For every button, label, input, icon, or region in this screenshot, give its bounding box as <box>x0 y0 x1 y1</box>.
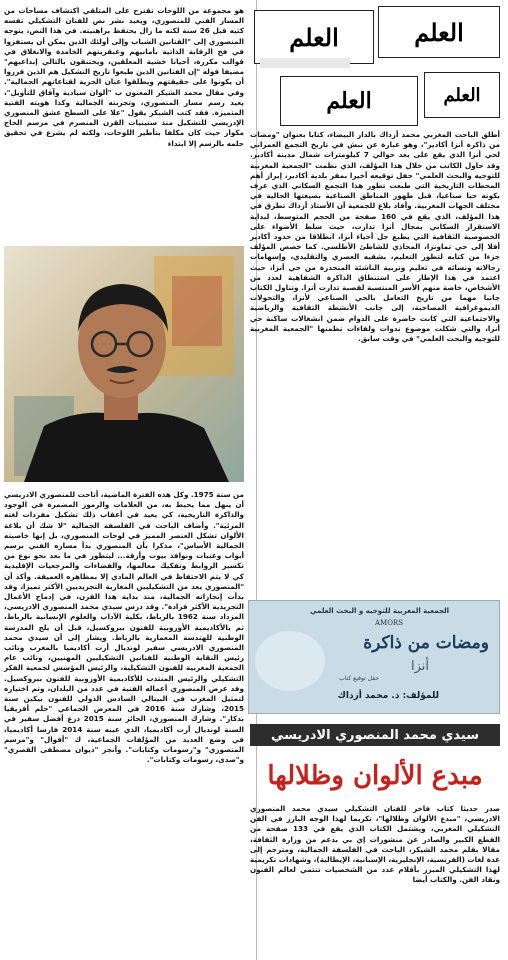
cover-amors: AMORS <box>374 619 403 627</box>
cover-subtitle: أنزا <box>410 659 429 674</box>
newspaper-logo: العلم <box>378 6 500 58</box>
article-artist-text <box>250 804 500 886</box>
article-paragraph: أطلق الباحث المغربي محمد أزداك بالدار البيضاء، كتابا بعنوان "ومضات من ذاكرة أنزا أكادير"، وهو عبارة عن نبش في تاريخ التجمع العمراني لحي أنزا الذي يقع على بعد حوالي 7 كيلومترات شمال مدينة أكادير. وقد حاول الكاتب من خلال هذا المؤلف، الذي نظمت "الجمعية المغربية للتوجيه والبحث العلمي" حفل توقيعه أخيرا بمقر بلدية أكادير، إبراز أهم المحطات التاريخية التي طبعت تطور هذا التجمع السكاني الذي عرف بكونه حيا صناعيا، قبل ظهور المناطق الصناعية بصيغتها الحالية في مختلف الجهات المغربية. وأفاد بلاغ للجمعية أن الأستاذ أزداك تطرق في هذا المؤلف، الذي يقع في 160 صفحة من الحجم المتوسط، لبداية الاستقرار السكاني بمجال أنزا تدارت، حيث سلط الأضواء على الخصوصية الثقافية التي يطبع جل أحياء أنزا، انطلاقا من حدود أكادير أفلا إلى حي تماونزا، المحاذي للشاطئ الأطلسي. كما خصص المؤلف جزءا من كتابه لتطور التعليم، بشقيه العصري والتقليدي، وإسهامات رجالاته ونسائه في تعليم وتربية الناشئة المنحدرة من حي أنزا، حيث اعتمد في هذا الإطار على استنطاق الذاكرة الشفاهية لعدد من الأشخاص، خاصة منهم الأسر المنتسبة لقصبة تدارت أنزا. وتناول الكتاب جانبا مهما من تاريخ التعامل بالحي الصناعي لأنزا، والتحولات الديموغرافية المصاحبة، إلى جانب الأنشطة الثقافية والرياضية والاجتماعية التي كانت حاضرة على الدوام ضمن انشغالات ساكنة حي أنزا، والتي شكلت موضوع ندوات ولقاءات نظمتها "الجمعية المغربية للتوجيه والبحث العلمي" في وقت سابق. <box>250 130 501 344</box>
article-paragraph: صدر حديثا كتاب فاخر للفنان التشكيلي سيدي محمد المنصوري الادريسي، "مبدع الألوان وظلالها"، تكريما لهذا الوجه البارز في الفن التشكيلي المغربي، ويشتمل الكتاب الذي يقع في 133 صفحة من القطع الكبير والصادر عن منشورات إي بي بدعم من وزارة الثقافة، مقالا بقلم محمد الشيكر، الباحث في الفلسفة الجمالية، ومترجم إلى عدة لغات (الفرنسية، الإنجليزية، الإسبانية، الإيطالية)، وشهادات تكريمية لهذا التشكيلي المبرز بأقلام عدد من الشخصيات تنتمي لعالم الفنون ونقاد الفن. والكتاب أيضا <box>250 804 500 885</box>
book-cover-image <box>248 600 500 714</box>
cover-title: ومضات من ذاكرة <box>363 633 489 653</box>
newspaper-logo: العلم <box>254 10 374 64</box>
article-continuation-top <box>4 6 244 149</box>
cover-decoration <box>255 631 325 691</box>
cover-association: الجمعية المغربية للتوجيه و البحث العلمي <box>310 607 449 615</box>
logo-shadow <box>260 58 350 68</box>
article-book-text <box>250 130 500 344</box>
masthead-logos <box>250 6 500 126</box>
artist-portrait-photo <box>4 246 244 482</box>
article-continuation-bottom <box>4 490 244 765</box>
left-column <box>4 0 244 960</box>
cover-small-text: حفل توقيع كتاب <box>339 675 379 682</box>
article-headline: مبدع الألوان وظلالها <box>267 761 483 791</box>
newspaper-logo: العلم <box>280 76 418 126</box>
right-column <box>250 0 500 960</box>
artist-name-bar: سيدي محمد المنصوري الادريسي <box>250 724 500 746</box>
newspaper-logo: العلم <box>424 72 500 118</box>
article-paragraph: من سنة 1975. وكل هذه الفترة الماضية، أتاحت للمنصوري الادريسي أن ينهل مما يحيط به، من العلامات والرموز المضمرة في الوجود والذاكرة التاريخية، كي يعيد في أعقاب ذلك تشكيل مفردات لغته المرئية". وأضاف الباحث في الفلسفة الجمالية "لا شك أن بلاغة الألوان تشكل العنصر المميز في لوحات المنصوري، بل إنها خاصيته الجمالية الأساس"، مذكرا بأن المنصوري بدأ مساره الفني برسم أبواب وعتبات ونوافذ بيوت وأزقة... ليتطور في ما بعد نحو نوع من تكسير الروابط وتفكيك معالمها، والفضاءات والمرجعيات الإقليدية كي لا يتم الاحتفاظ في العالم المادي إلا بمظاهره العميقة. وأكد أن "المنصوري يعد من التشكيليين المغاربة التجريديين الأكثر تميزا، وقد بدأت إنجازاته الجمالية، منذ بداية هذا القرن، في إدماج الأعمال التجريدية الأكثر فرادة". وقد درس سيدي محمد المنصوري الادريسي، المزداد سنة 1962 بالرباط، بكلية الآداب والعلوم الإنسانية بالرباط، ثم بالأكاديمية الأوروبية للفنون ببروكسيل، قبل أن يلج المدرسة الوطنية للهندسة المعمارية بالرباط. ويشار إلى أن سيدي محمد المنصوري الادريسي سفير لونديال أرت أكاديميا بالمغرب ونائب رئيس النقابة الوطنية للفنانين التشكيليين المهنيين، ونائب عام الجمعية المغربية للفنون التشكيلية، والرئيس المؤسس لجمعية الفكر التشكيلي والرئيس المنتدب للأكاديمية الأوروبية للفنون ببروكسيل. وقد عرض المنصوري أعماله الفنية في عدد من البلدان، وتم اختياره لتمثيل المغرب في البينالي السادس الدولي للفنون بيكين سنة 2015، وشارك سنة 2016 في المعرض الجماعي "حلم أفريقيا بدكار". وشارك المنصوري، الحائز سنة 2015 درع أفضل سفير في السنة لونديال أرت أكاديميا، الذي عينه سنة 2014 فارسا أكاديميا، في وضع العديد من المؤلفات الجماعية، ك "أقوال" و"مرسم المنصوري" و"رسومات وكتابات". وأنجز "ديوان مصطفى القصري" و"صدى، رسومات وكتابات". <box>4 490 244 765</box>
cover-author: للمؤلف: ذ. محمد أزداك <box>337 691 439 701</box>
article-paragraph: هو مجموعة من اللوحات تقترح على المتلقي اكتشاف مساحات من المسار الفني للمنصوري، ويعيد نشر نص للفنان التشكيلي نفسه كتبه قبل 26 سنة لكنه ما زال يحتفظ براهنيته. في هذا النص، يتوجه المنصوري إلى "الفنانين الشباب وإلى أولئك الذين يمكن أن يستفزوا في فخ الرقابة الذاتية بأمانيهم وعبقريتهم الخامدة والانغلاق في قوالب مكررة، أحيانا خشية المعلقين، ويختنقون بالتالي إبداعيهم" مضيفا قوله "إن الفنانين الذين طبعوا تاريخ التشكيل هم الذين قرروا أن يكونوا على حقيقتهم ويطلقوا عنان الحرية لقناعاتهم الجمالية". وفي مقال محمد الشيكر المعنون ب "ألوان سيادية وآفاق للتأويل"، يعيد رسم مسار المنصوري، وتجربته الجمالية وكذا هويته الفنية المتميزة. فقد كتب الشيكر يقول "علا على السطح عشق المنصوري الإدريسي للتشكيل منذ ستينيات القرن المنصرم في مرسم الحاج مكوار حيث كان مكلفا بتأطير اللوحات، ولكنه لم يشرع في تحقيق حلمه بالرسم إلا ابتداء <box>4 6 245 148</box>
portrait-illustration <box>4 246 244 482</box>
